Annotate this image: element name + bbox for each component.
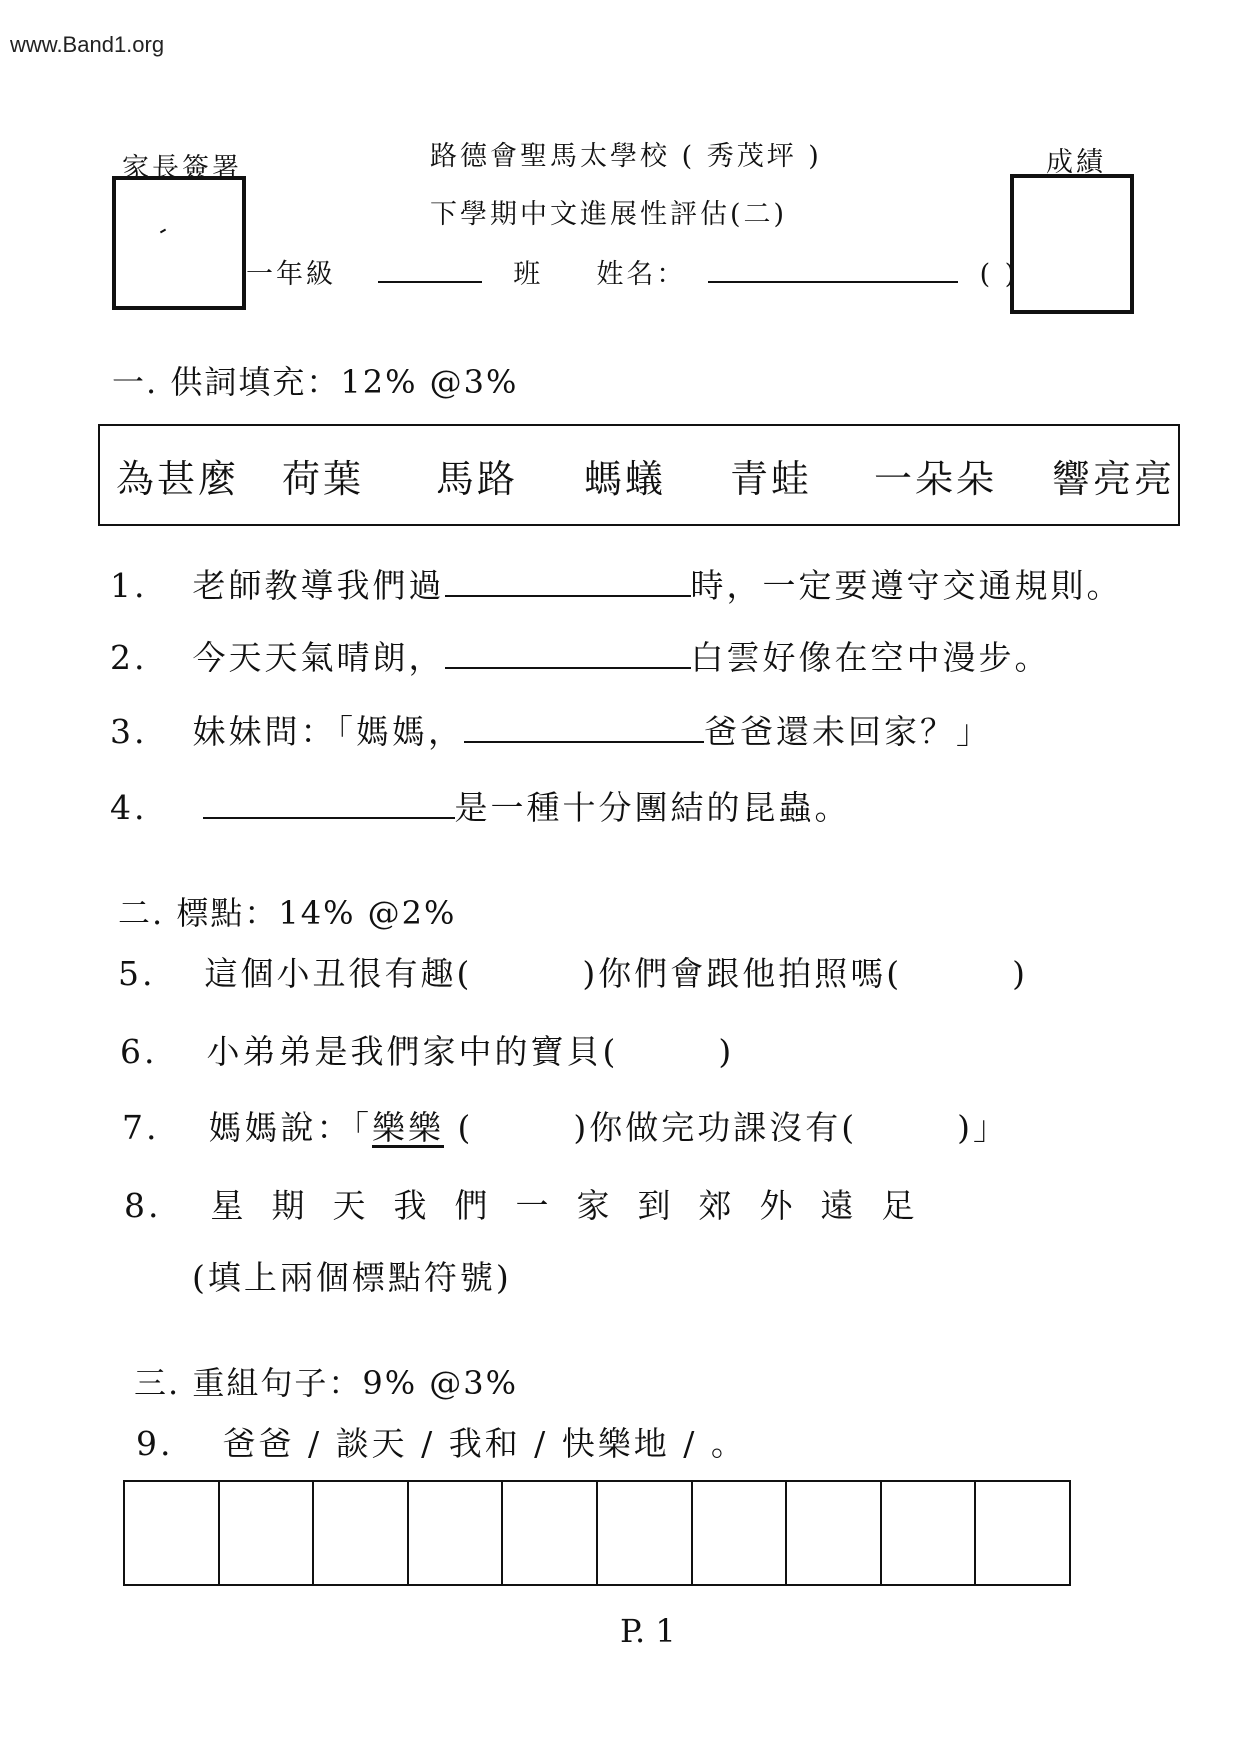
question-text: 白雲好像在空中漫步。	[690, 638, 1051, 677]
question-text: (	[457, 1108, 474, 1147]
answer-cell[interactable]	[314, 1482, 409, 1584]
answer-cell[interactable]	[693, 1482, 788, 1584]
question-4	[110, 782, 851, 829]
answer-blank[interactable]	[445, 666, 691, 669]
question-number: 9.	[136, 1424, 174, 1463]
question-9	[136, 1418, 747, 1465]
question-text: 妹妹問：「媽媽，	[192, 712, 464, 751]
question-text: )	[1012, 954, 1028, 993]
question-text: 媽媽說：「	[208, 1108, 372, 1147]
word-option: 響亮亮	[1052, 457, 1176, 501]
question-7	[122, 1102, 1009, 1149]
section1-title: 一. 供詞填充：12% @3%	[112, 363, 519, 401]
answer-blank[interactable]	[464, 740, 704, 743]
answer-cell[interactable]	[220, 1482, 315, 1584]
answer-cell[interactable]	[503, 1482, 598, 1584]
parent-sign-box[interactable]	[112, 176, 246, 310]
word-bank	[98, 424, 1180, 526]
question-1	[110, 560, 1123, 607]
answer-cell[interactable]	[598, 1482, 693, 1584]
question-text[interactable]: 星期天我們一家到郊外遠足	[210, 1186, 943, 1225]
question-text: 時，一定要遵守交通規則。	[690, 566, 1123, 605]
question-number: 3.	[110, 712, 148, 751]
question-number: 8.	[124, 1186, 162, 1225]
word-option: 青蛙	[730, 457, 813, 501]
word-option: 馬路	[436, 457, 519, 501]
word-option: 為甚麼	[116, 457, 240, 501]
question-8-note: (填上兩個標點符號)	[192, 1258, 512, 1297]
class-blank[interactable]	[378, 280, 482, 283]
answer-blank[interactable]	[203, 816, 455, 819]
question-text: )你做完功課沒有(	[573, 1108, 858, 1147]
question-text: 老師教導我們過	[192, 566, 445, 605]
name-blank[interactable]	[708, 280, 958, 283]
section3-title: 三. 重組句子：9% @3%	[134, 1364, 519, 1402]
answer-blank[interactable]	[445, 594, 691, 597]
student-number-paren[interactable]: ( )	[979, 259, 1019, 290]
section2-title: 二. 標點：14% @2%	[118, 894, 457, 932]
answer-cell[interactable]	[976, 1482, 1069, 1584]
question-text: 是一種十分團結的昆蟲。	[454, 788, 851, 827]
question-text: )」	[957, 1108, 1009, 1147]
pen-mark	[160, 229, 166, 234]
score-label: 成績	[1046, 147, 1106, 178]
word-option: 一朵朵	[874, 457, 998, 501]
question-text: 爸爸還未回家？」	[704, 712, 992, 751]
student-info-line	[246, 252, 1018, 291]
page-number: P. 1	[620, 1612, 676, 1650]
question-6	[120, 1026, 734, 1073]
answer-cell[interactable]	[125, 1482, 220, 1584]
question-number: 7.	[122, 1108, 160, 1147]
question-number: 1.	[110, 566, 148, 605]
word-option: 荷葉	[282, 457, 365, 501]
watermark-url: www.Band1.org	[10, 32, 165, 57]
answer-cell[interactable]	[409, 1482, 504, 1584]
question-text: )	[718, 1032, 735, 1071]
score-box[interactable]	[1010, 174, 1134, 314]
grade-label: 一年級	[246, 259, 336, 290]
question-2	[110, 632, 1051, 679]
parent-sign-label: 家長簽署	[122, 153, 242, 184]
question-text: 今天天氣晴朗，	[192, 638, 445, 677]
question-number: 2.	[110, 638, 148, 677]
proper-name: 樂樂	[372, 1108, 444, 1147]
question-5	[118, 948, 1028, 995]
question-text: 爸爸 / 談天 / 我和 / 快樂地 / 。	[222, 1424, 747, 1463]
name-label: 姓名：	[596, 259, 687, 290]
answer-cell[interactable]	[882, 1482, 977, 1584]
question-text: )你們會跟他拍照嗎(	[582, 954, 903, 993]
question-number: 5.	[118, 954, 156, 993]
question-number: 4.	[110, 788, 148, 827]
exam-title: 下學期中文進展性評估(二)	[430, 199, 788, 230]
class-label: 班	[513, 259, 544, 290]
question-text: 這個小丑很有趣(	[204, 954, 473, 993]
question-text: 小弟弟是我們家中的寶貝(	[206, 1032, 619, 1071]
word-option: 螞蟻	[584, 457, 667, 501]
question-3	[110, 706, 992, 753]
school-name: 路德會聖馬太學校 ( 秀茂坪 )	[430, 141, 822, 172]
question-8	[124, 1180, 943, 1227]
answer-cell[interactable]	[787, 1482, 882, 1584]
question-number: 6.	[120, 1032, 158, 1071]
answer-grid	[123, 1480, 1071, 1586]
